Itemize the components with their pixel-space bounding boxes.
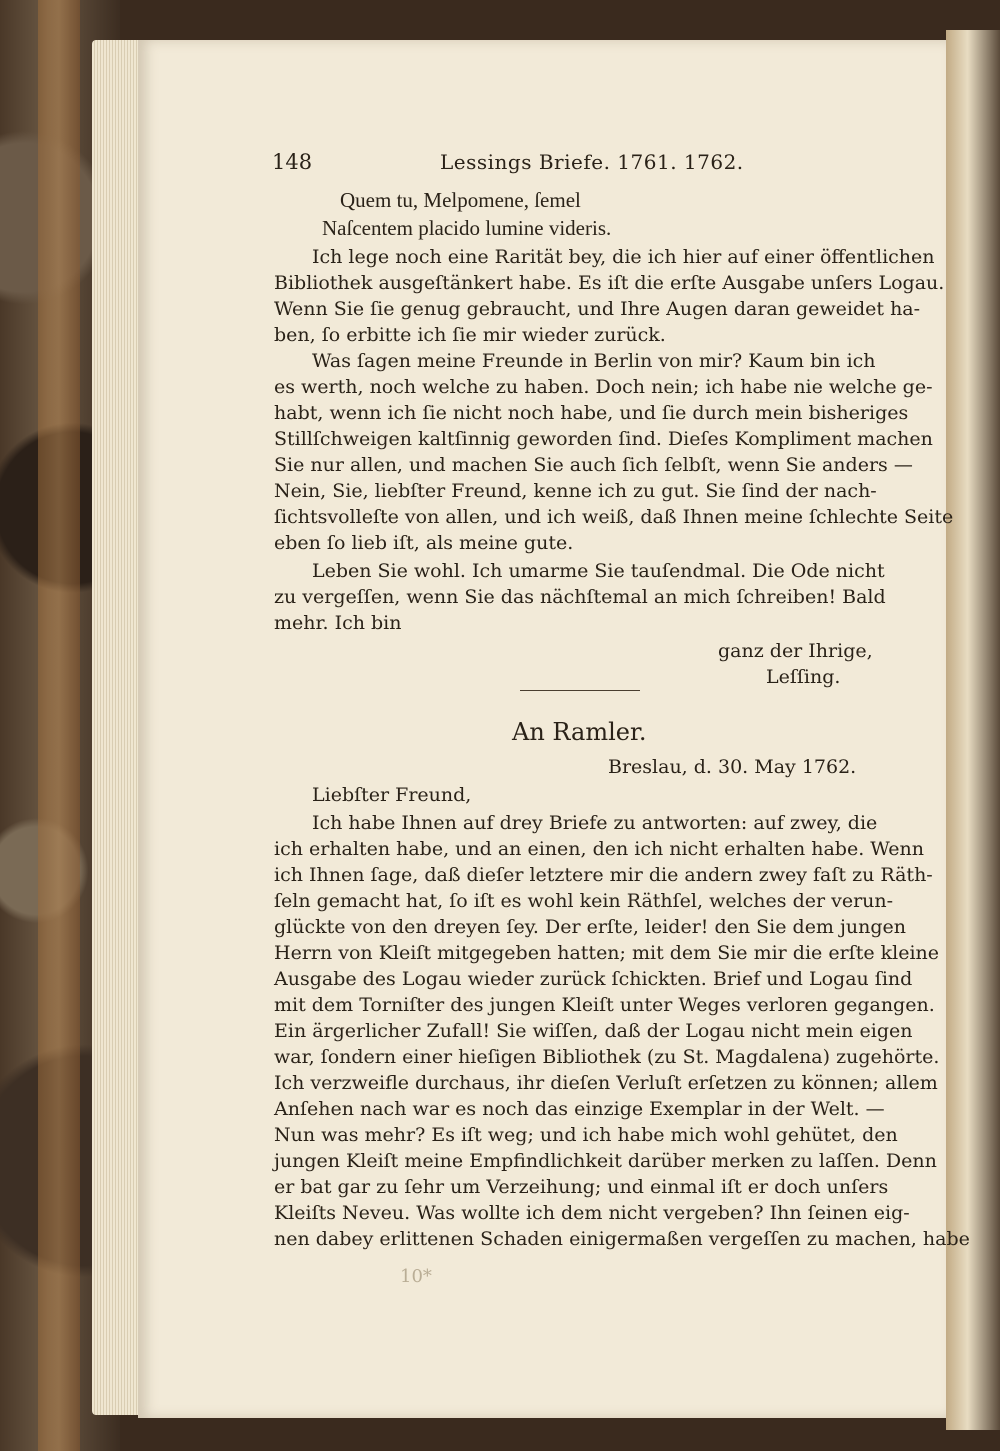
section-rule (520, 690, 640, 691)
closing-line: ganz der Ihrige, (718, 640, 873, 662)
text-line: glückte von den dreyen ſey. Der erſte, leider! den Sie dem jungen (274, 916, 907, 938)
text-line: Was ſagen meine Freunde in Berlin von mir? Kaum bin ich (312, 350, 876, 372)
text-line: ben, ſo erbitte ich ſie mir wieder zurück. (274, 324, 666, 346)
text-line: Anſehen nach war es noch das einzige Exemplar in der Welt. — (274, 1098, 885, 1120)
page-edges (92, 40, 142, 1415)
salutation: Liebſter Freund, (312, 784, 472, 806)
text-line: jungen Kleiſt meine Empfindlichkeit darüber merken zu laſſen. Denn (274, 1150, 937, 1172)
text-line: eben ſo lieb iſt, als meine gute. (274, 532, 574, 554)
text-line: nen dabey erlittenen Schaden einigermaßen vergeſſen zu machen, habe (274, 1228, 970, 1250)
text-line: Sie nur allen, und machen Sie auch ſich ſelbſt, wenn Sie anders — (274, 454, 913, 476)
text-line: ich erhalten habe, und an einen, den ich nicht erhalten habe. Wenn (274, 838, 924, 860)
letter-heading: An Ramler. (512, 718, 647, 746)
text-line: Nein, Sie, liebſter Freund, kenne ich zu gut. Sie ſind der nach- (274, 480, 877, 502)
dateline: Breslau, d. 30. May 1762. (608, 756, 857, 778)
text-line: habt, wenn ich ſie nicht noch habe, und ſie durch mein bisheriges (274, 402, 909, 424)
text-line: Ich lege noch eine Rarität bey, die ich hier auf einer öffentlichen (312, 246, 935, 268)
text-line: Ich habe Ihnen auf drey Briefe zu antworten: auf zwey, die (312, 812, 878, 834)
signature: Leſſing. (766, 666, 841, 688)
signature-mark: 10* (400, 1266, 432, 1287)
text-line: mehr. Ich bin (274, 612, 402, 634)
text-line: mit dem Torniſter des jungen Kleiſt unter Weges verloren gegangen. (274, 994, 935, 1016)
text-line: ſeln gemacht hat, ſo iſt es wohl kein Räthſel, welches der verun- (274, 890, 894, 912)
text-line: Leben Sie wohl. Ich umarme Sie tauſendmal. Die Ode nicht (312, 560, 885, 582)
text-line: Ein ärgerlicher Zufall! Sie wiſſen, daß der Logau nicht mein eigen (274, 1020, 913, 1042)
running-title: Lessings Briefe. 1761. 1762. (440, 150, 744, 174)
text-line: ich Ihnen ſage, daß dieſer letztere mir die andern zwey faſt zu Räth- (274, 864, 933, 886)
text-line: Stillſchweigen kaltſinnig geworden ſind. Dieſes Kompliment machen (274, 428, 933, 450)
text-line: war, ſondern einer hieſigen Bibliothek (zu St. Magdalena) zugehörte. (274, 1046, 940, 1068)
text-line: Kleiſts Neveu. Was wollte ich dem nicht vergeben? Ihn ſeinen eig- (274, 1202, 910, 1224)
text-line: Nun was mehr? Es iſt weg; und ich habe mich wohl gehütet, den (274, 1124, 898, 1146)
verse-line: Quem tu, Melpomene, ſemel (340, 188, 581, 212)
text-line: Ausgabe des Logau wieder zurück ſchickten. Brief und Logau ſind (274, 968, 913, 990)
text-line: er bat gar zu ſehr um Verzeihung; und einmal iſt er doch unſers (274, 1176, 889, 1198)
page-number: 148 (272, 150, 313, 174)
text-line: es werth, noch welche zu haben. Doch nein; ich habe nie welche ge- (274, 376, 933, 398)
text-line: ſichtsvolleſte von allen, und ich weiß, daß Ihnen meine ſchlechte Seite (274, 506, 954, 528)
book-spine (38, 0, 80, 1451)
facing-page-edge (946, 30, 1000, 1430)
text-line: zu vergeſſen, wenn Sie das nächſtemal an mich ſchreiben! Bald (274, 586, 886, 608)
text-line: Herrn von Kleiſt mitgegeben hatten; mit dem Sie mir die erſte kleine (274, 942, 939, 964)
text-line: Ich verzweifle durchaus, ihr dieſen Verluſt erſetzen zu können; allem (274, 1072, 938, 1094)
text-line: Wenn Sie ſie genug gebraucht, und Ihre Augen daran geweidet ha- (274, 298, 921, 320)
verse-line: Naſcentem placido lumine videris. (322, 216, 612, 240)
text-line: Bibliothek ausgeſtänkert habe. Es iſt die erſte Ausgabe unſers Logau. (274, 272, 945, 294)
